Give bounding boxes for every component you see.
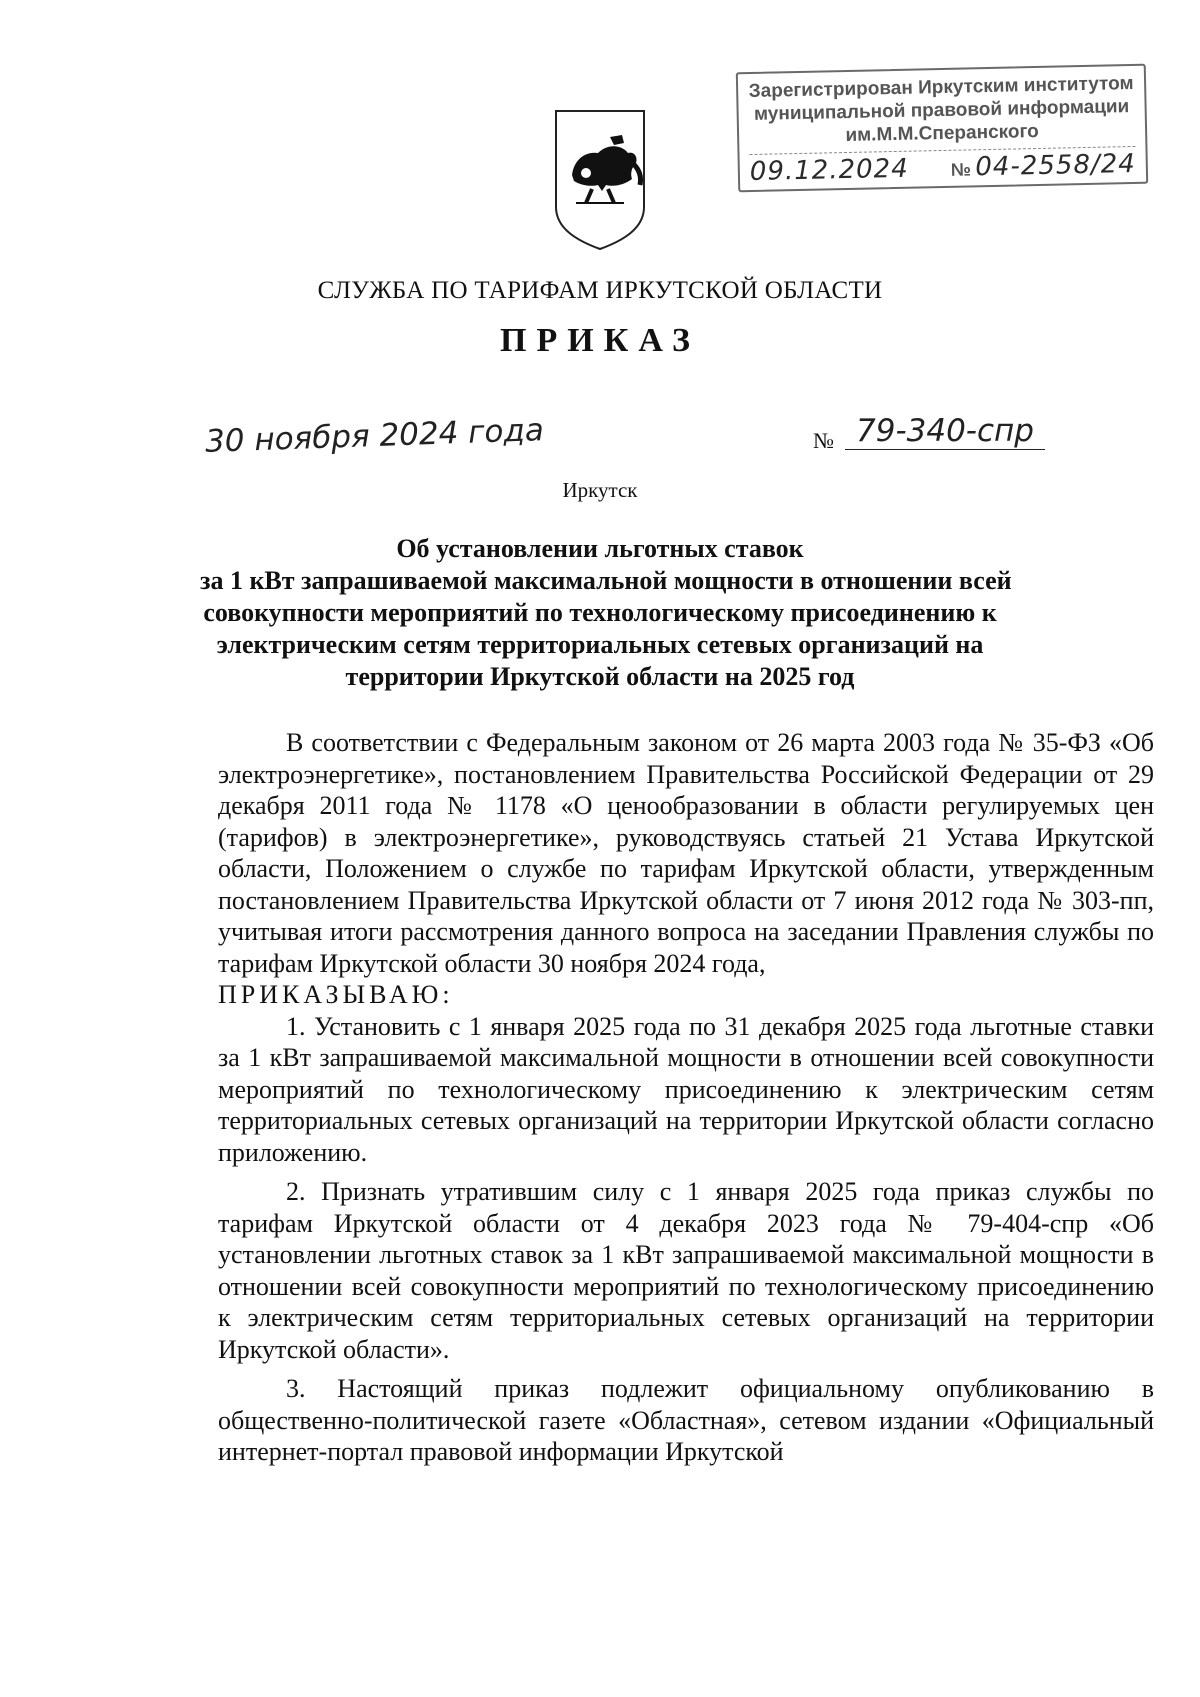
title-line: за 1 кВт запрашиваемой максимальной мощности в отношении всей <box>200 566 1012 595</box>
stamp-line-1: Зарегистрирован Иркутским институтом <box>748 72 1134 103</box>
document-title <box>200 533 1012 693</box>
order-item-1: 1. Установить с 1 января 2025 года по 31 декабря 2025 года льготные ставки за 1 кВт запрашиваемой максимальной мощности в отношении всей совокупности мероприятий по технологическому присоединению к электрическим сетям территориальных сетевых организаций на территории Иркутской области согласно приложению. <box>218 1011 1154 1167</box>
order-word: ПРИКАЗЫВАЮ: <box>218 980 454 1009</box>
coat-of-arms-icon <box>552 107 648 252</box>
title-line: электрическим сетям территориальных сетевых организаций на <box>216 630 984 659</box>
stamp-line-2: муниципальной правовой информации <box>753 96 1130 125</box>
document-type: ПРИКАЗ <box>500 322 700 359</box>
registration-stamp <box>736 64 1148 193</box>
order-number: 79-340-спр <box>845 413 1045 450</box>
stamp-line-3: им.М.М.Сперанского <box>845 120 1039 147</box>
preamble-paragraph: В соответствии с Федеральным законом от 26 марта 2003 года № 35-ФЗ «Об электроэнергетике», постановлением Правительства Российской Федерации от 29 декабря 2011 года № 1178 «О ценообразовании в области регулируемых цен (тарифов) в электроэнергетике», руководствуясь статьей 21 Устава Иркутской области, Положением о службе по тарифам Иркутской области, утвержденным постановлением Правительства Иркутской области от 7 июня 2012 года № 303-пп, учитывая итоги рассмотрения данного вопроса на заседании Правления службы по тарифам Иркутской области 30 ноября 2024 года, <box>218 728 1154 978</box>
order-item-2: 2. Признать утратившим силу с 1 января 2025 года приказ службы по тарифам Иркутской области от 4 декабря 2023 года № 79-404-спр «Об установлении льготных ставок за 1 кВт запрашиваемой максимальной мощности в отношении всей совокупности мероприятий по технологическому присоединению к электрическим сетям территориальных сетевых организаций на территории Иркутской области». <box>218 1177 1154 1364</box>
city: Иркутск <box>562 478 638 502</box>
title-line: Об установлении льготных ставок <box>396 534 804 563</box>
order-item-3: 3. Настоящий приказ подлежит официальному опубликованию в общественно-политической газете «Областная», сетевом издании «Официальный интернет-портал правовой информации Иркутской <box>218 1374 1154 1466</box>
agency-name: СЛУЖБА ПО ТАРИФАМ ИРКУТСКОЙ ОБЛАСТИ <box>317 277 883 304</box>
document-body <box>218 727 1154 1468</box>
stamp-date: 09.12.2024 <box>749 153 910 188</box>
title-line: территории Иркутской области на 2025 год <box>345 662 855 691</box>
order-number-sign: № <box>813 428 834 453</box>
title-line: совокупности мероприятий по технологическому присоединению к <box>203 598 997 627</box>
stamp-registration-row <box>750 146 1137 187</box>
order-date: 30 ноября 2024 года <box>204 412 545 460</box>
stamp-number: 04-2558/24 <box>975 148 1137 183</box>
stamp-number-label: № <box>950 159 972 180</box>
